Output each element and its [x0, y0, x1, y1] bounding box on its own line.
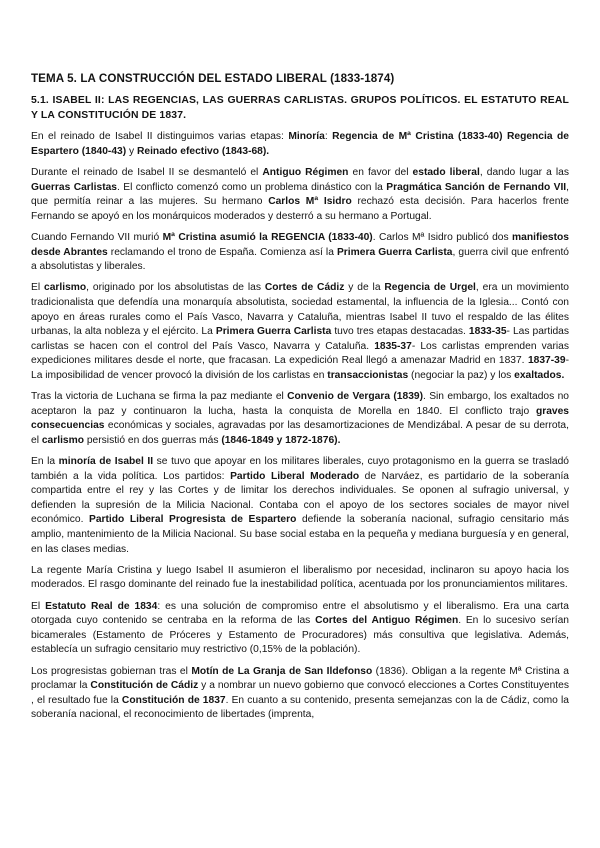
- bold-text: exaltados.: [514, 369, 565, 381]
- text-run: . El conflicto comenzó como un problema dinástico con la: [117, 181, 387, 193]
- text-run: En la: [31, 456, 59, 468]
- bold-text: Cortes de Cádiz: [264, 282, 345, 294]
- bold-text: Regencia de Mª Cristina (1833-40) Regencia de Espartero (1840-43): [31, 131, 569, 157]
- bold-text: Antiguo Régimen: [262, 166, 349, 178]
- bold-text: Motín de La Granja de San Ildefonso: [191, 665, 373, 677]
- text-run: La regente María Cristina y luego Isabel II asumieron el liberalismo por necesidad, inclinaron su apoyo hacia los moderados. El rasgo dominante del reinado fue la inestabilidad política, acentuada por los pronunciamientos militares.: [31, 564, 569, 591]
- bold-text: Minoría: [288, 131, 325, 143]
- bold-text: transaccionistas: [327, 369, 409, 381]
- body-paragraph: [31, 665, 569, 723]
- bold-text: Cortes del Antiguo Régimen: [315, 615, 459, 627]
- bold-text: Pragmática Sanción de Fernando VII: [386, 181, 567, 193]
- text-run: Durante el reinado de Isabel II se desmanteló el: [31, 166, 263, 178]
- bold-text: Primera Guerra Carlista: [215, 326, 332, 338]
- text-run: El: [31, 600, 46, 612]
- body-paragraph: [31, 166, 569, 224]
- page-title: TEMA 5. LA CONSTRUCCIÓN DEL ESTADO LIBERAL (1833-1874): [31, 72, 395, 85]
- body-paragraph: [31, 130, 569, 159]
- text-run: Los progresistas gobiernan tras el: [31, 665, 192, 677]
- text-run: Cuando Fernando VII murió: [31, 231, 163, 243]
- text-run: (negociar la paz) y los: [408, 369, 515, 381]
- bold-text: (1846-1849 y 1872-1876).: [221, 434, 341, 446]
- body-paragraph: [31, 564, 569, 593]
- bold-text: carlismo: [44, 282, 87, 294]
- bold-text: Estatuto Real de 1834: [45, 600, 158, 612]
- text-run: . Sin embargo, los exaltados no aceptaron la paz y continuaron la lucha, hasta la conquista de Morella en 1840. El conflicto trajo: [31, 391, 569, 417]
- bold-text: Mª Cristina asumió la REGENCIA (1833-40): [162, 231, 373, 243]
- body-paragraph: [31, 455, 569, 557]
- section-heading: 5.1. ISABEL II: LAS REGENCIAS, LAS GUERRAS CARLISTAS. GRUPOS POLÍTICOS. EL ESTATUTO REAL Y LA CONSTITUCIÓN DE 1837.: [31, 95, 569, 121]
- body-paragraph: [31, 231, 569, 275]
- bold-text: Reinado efectivo (1843-68).: [136, 145, 270, 157]
- text-run: defiende la soberanía nacional, sufragio censitario más amplio, mantenimiento de la Milicia Nacional. Su base social estaba en la pequeña y mediana burguesía y en general, en las clases medias.: [31, 514, 569, 555]
- text-run: tuvo tres etapas destacadas.: [331, 326, 469, 338]
- text-run: , guerra civil que enfrentó a absolutistas y liberales.: [31, 246, 569, 273]
- bold-text: manifiestos desde Abrantes: [31, 231, 569, 258]
- bold-text: Constitución de Cádiz: [90, 680, 199, 692]
- body-paragraph: [31, 390, 569, 448]
- text-run: se tuvo que apoyar en los militares liberales, cuyo protagonismo en la guerra se trasladó también a la vida política. Los partidos:: [31, 456, 569, 482]
- bold-text: Guerras Carlistas: [31, 181, 118, 193]
- bold-text: Partido Liberal Moderado: [230, 470, 360, 482]
- text-run: . En lo sucesivo serían bicamerales (Estamento de Próceres y Estamento de Procuradores) más consultiva que legislativa. Además, establecía un sufragio censitario muy restrictivo (0,15% de la población).: [31, 615, 569, 656]
- text-run: , era un movimiento tradicionalista que defendía una monarquía absolutista, sociedad estamental, la influencia de la Iglesia... Contó con apoyo en áreas rurales como el País Vasco, Navarra y Cataluña, mientras Isabel II tuvo el respaldo de las élites urbanas, la alta nobleza y el ejército. La: [31, 282, 570, 338]
- document-body: [31, 130, 569, 723]
- bold-text: Primera Guerra Carlista: [336, 246, 453, 258]
- body-paragraph: [31, 281, 569, 383]
- text-run: . Carlos Mª Isidro publicó dos: [372, 231, 513, 243]
- bold-text: 1835-37: [374, 340, 412, 352]
- bold-text: 1837-39: [527, 355, 566, 367]
- text-run: y a nombrar un nuevo gobierno que convocó elecciones a Cortes Constituyentes , el resultado fue la: [31, 680, 570, 706]
- bold-text: Partido Liberal Progresista de Espartero: [88, 514, 297, 526]
- text-run: de Narváez, es partidario de la soberanía compartida entre el rey y las Cortes y de limitar los derechos individuales. Se oponen al sufragio universal, y defienden la supresión de la Milicia Nacional. Contaba con el apoyo de los sectores sociales de mayor nivel económico.: [31, 470, 570, 526]
- bold-text: minoría de Isabel II: [58, 456, 154, 468]
- text-run: , que permitía reinar a las mujeres. Su hermano: [31, 181, 569, 208]
- bold-text: 1833-35: [468, 326, 507, 338]
- text-run: y: [126, 145, 137, 157]
- text-run: : es una solución de compromiso entre el absolutismo y el liberalismo. Era una carta otorgada cuyo contenido se centraba en la reforma de las: [31, 600, 569, 627]
- text-run: En el reinado de Isabel II distinguimos varias etapas:: [31, 131, 289, 143]
- text-run: y de la: [344, 282, 385, 294]
- bold-text: Constitución de 1837: [121, 694, 226, 706]
- text-run: - Los carlistas emprenden varias expediciones militares desde el norte, que fracasan. La expedición Real llegó a amenazar Madrid en 1837.: [31, 340, 569, 367]
- bold-text: Carlos Mª Isidro: [268, 196, 352, 208]
- text-run: - Las partidas carlistas se hacen con el control del País Vasco, Navarra y Cataluña.: [31, 326, 569, 352]
- text-run: reclamando el trono de España. Comienza así la: [107, 246, 337, 258]
- text-run: El: [31, 282, 44, 294]
- text-run: - La imposibilidad de vencer provocó la división de los carlistas en: [31, 355, 569, 381]
- bold-text: carlismo: [41, 434, 84, 446]
- text-run: persistió en dos guerras más: [84, 434, 222, 446]
- text-run: económicas y sociales, agravadas por las desamortizaciones de Mendizábal. A pesar de su derrota, el: [31, 420, 569, 446]
- text-run: , dando lugar a las: [479, 166, 570, 178]
- bold-text: Regencia de Urgel: [384, 282, 476, 294]
- bold-text: graves consecuencias: [31, 405, 569, 432]
- text-run: , originado por los absolutistas de las: [86, 282, 265, 294]
- text-run: en favor del: [348, 166, 413, 178]
- bold-text: Convenio de Vergara (1839): [287, 391, 424, 403]
- text-run: (1836). Obligan a la regente Mª Cristina a proclamar la: [31, 665, 569, 692]
- text-run: rechazó esta decisión. Para hacerlos frente Fernando se apoyó en los monárquicos moderados y desterró a su hermano a Portugal.: [31, 196, 569, 222]
- text-run: :: [324, 131, 333, 143]
- text-run: Tras la victoria de Luchana se firma la paz mediante el: [31, 391, 288, 403]
- bold-text: estado liberal: [412, 166, 480, 178]
- body-paragraph: [31, 600, 569, 658]
- text-run: . En cuanto a su contenido, presenta semejanzas con la de Cádiz, como la soberanía nacional, el reconocimiento de libertades (imprenta,: [31, 694, 569, 721]
